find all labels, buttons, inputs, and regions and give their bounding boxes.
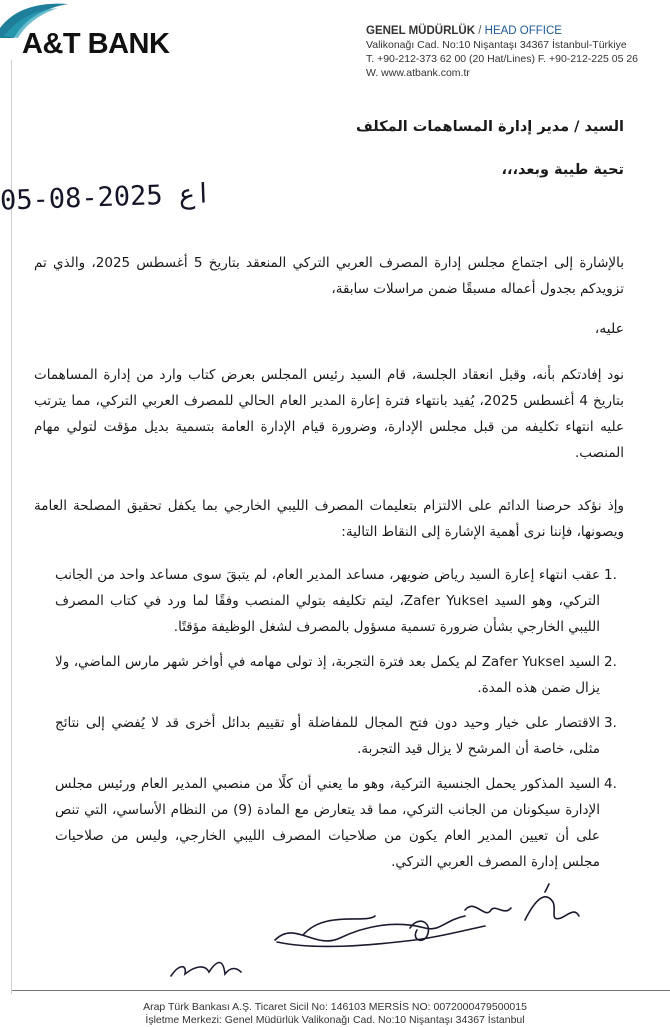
- office-address: Valikonağı Cad. No:10 Nişantaşı 34367 İstanbul-Türkiye: [366, 39, 627, 51]
- paragraph-notification: نود إفادتكم بأنه، وقبل انعقاد الجلسة، قام السيد رئيس المجلس بعرض كتاب وارد من إدارة المساهمات بتاريخ 4 أغسطس 2025، يُفيد بانتهاء فترة إعارة المدير العام الحالي للمصرف العربي التركي، مما يترتب عليه انتهاء تكليفه من قبل مجلس الإدارة، وضرورة قيام الإدارة العامة بتسمية بديل مؤقت لتولي مهام المنصب.: [34, 367, 624, 461]
- point-text: عقب انتهاء إعارة السيد رياض ضويهر، مساعد المدير العام، لم يتبقَ سوى مساعد واحد من الجانب التركي، وهو السيد Zafer Yuksel، ليتم تكليفه بتولي المنصب وفقًا لما ورد في كتاب المصرف الليبي الخارجي بشأن ضرورة تسمية مسؤول بالمصرف لشغل الوظيفة مؤقتًا.: [55, 567, 600, 635]
- point-number: 3.: [604, 715, 617, 731]
- points-list: [55, 562, 630, 884]
- point-number: 1.: [604, 567, 617, 583]
- signature-scribbles: [165, 880, 605, 990]
- list-item: [55, 710, 630, 762]
- list-item: [55, 771, 630, 875]
- addressee: السيد / مدير إدارة المساهمات المكلف: [356, 119, 624, 135]
- head-office-block: [366, 24, 638, 80]
- point-text: السيد Zafer Yuksel لم يكمل بعد فترة التجربة، إذ تولى مهامه في أواخر شهر مارس الماضي، ولا يزال ضمن هذه المدة.: [55, 654, 601, 696]
- bank-logo-text: A&T BANK: [22, 28, 170, 60]
- point-text: الاقتصار على خيار وحيد دون فتح المجال للمفاضلة أو تقييم بدائل أخرى قد لا يُفضي إلى نتائج مثلى، خاصة أن المرشح لا يزال قيد التجربة.: [55, 715, 600, 757]
- handwritten-date: اع 2025-08-05: [0, 178, 212, 217]
- footer-address: İşletme Merkezi: Genel Müdürlük Valikonağı Cad. No:10 Nişantaşı 34367 İstanbul: [145, 1014, 525, 1026]
- list-item: [55, 649, 630, 701]
- office-phone-fax: T. +90-212-373 62 00 (20 Hat/Lines) F. +90-212-225 05 26: [366, 53, 639, 65]
- paragraph-reference: بالإشارة إلى اجتماع مجلس إدارة المصرف العربي التركي المنعقد بتاريخ 5 أغسطس 2025، والذي تم تزويدكم بجدول أعماله مسبقًا ضمن مراسلات سابقة،: [34, 255, 624, 297]
- point-text: السيد المذكور يحمل الجنسية التركية، وهو ما يعني أن كلًا من منصبي المدير العام ورئيس مجلس الإدارة سيكونان من الجانب التركي، مما قد يتعارض مع المادة (9) من النظام الأساسي، التي تنص على أن تعيين المدير العام يكون من صلاحيات المصرف الليبي الخارجي، وليس من صلاحيات مجلس إدارة المصرف العربي التركي.: [55, 776, 600, 870]
- paragraph-commitment: وإذ نؤكد حرصنا الدائم على الالتزام بتعليمات المصرف الليبي الخارجي بما يكفل تحقيق المصلحة العامة ويصونها، فإننا نرى أهمية الإشارة إلى النقاط التالية:: [34, 498, 624, 540]
- footer-registration: Arap Türk Bankası A.Ş. Ticaret Sicil No: 146103 MERSİS NO: 0072000479500015: [143, 1001, 527, 1013]
- signature-line: [12, 990, 670, 991]
- office-title-separator: /: [475, 25, 485, 37]
- paragraph-therefore: عليه،: [594, 321, 624, 337]
- office-title-tr: GENEL MÜDÜRLÜK: [366, 25, 476, 37]
- office-title-en: HEAD OFFICE: [484, 25, 562, 37]
- list-item: [55, 562, 630, 640]
- point-number: 2.: [604, 654, 617, 670]
- point-number: 4.: [604, 776, 617, 792]
- greeting: تحية طيبة وبعد،،،: [501, 162, 624, 178]
- office-website: W. www.atbank.com.tr: [366, 67, 470, 79]
- head-office-title: [366, 24, 638, 38]
